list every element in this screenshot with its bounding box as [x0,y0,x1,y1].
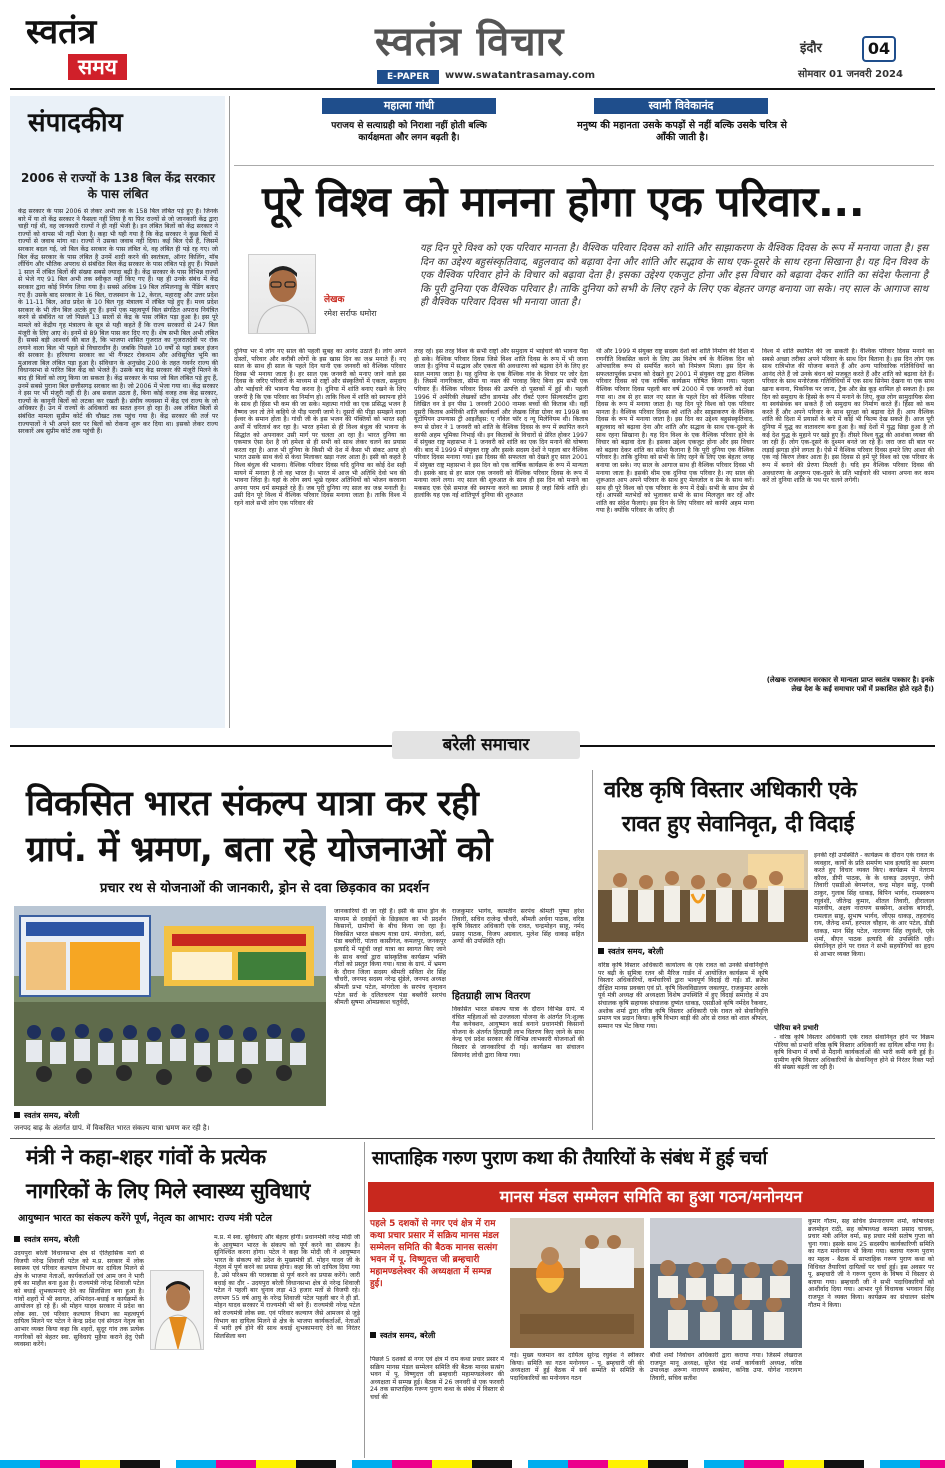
story1-subheading: हितग्राही लाभ वितरण [452,991,531,1002]
story4-col-1: पिछले 5 दशकों से नगर एवं क्षेत्र में राम कथा प्रचार प्रसार में सक्रिय मानस मंडल सम्मेलन समिति की बैठक मानस सत्संग भवन में पू. विष्णुदत्त जी ब्रम्हचारी महामण्डलेश्वर की अध्यक्षता में सम्पन्न हुई। बैठक में 26 जनवरी से एक फरवरी 24 तक साप्ताहिक गरूण पुराण कथा के संबंध में विस्तार से चर्चा की [370,1356,504,1401]
section-label: बरेली समाचार [392,731,580,759]
story4-byline-text: स्वतंत्र समय, बरेली [380,1331,436,1340]
lead-col-2: तरह रहें। इस तरह विश्व के सभी राष्ट्रों और समुदाय में भाईचारे की भावना पैदा हो सके। वैश्विक परिवार दिवस जिसे विश्व शांति दिवस के रूप में भी जाना जाता है। दुनिया में सद्भाव और एकता की अवधारणा को बढ़ावा देने के लिए हर साल मनाया जाता है। यह दुनिया के एक वैश्विक गांव के विचार पर जोर देता है। जिसमें नागरिकता, सीमा या नस्ल की परवाह किए बिना हम सभी एक परिवार हैं। वैश्विक परिवार दिवस की उत्पत्ति दो पुस्तकों में हुई थी। पहली 1996 में अमेरिकी लेखकों स्टीव डायमंड और रॉबर्ट एलन सिल्वरस्टीन द्वारा लिखित वन डे इन पीस 1 जनवरी 2000 नामक बच्चों की किताब थी। वहीं दूसरी किताब अमेरिकी शांति कार्यकर्ता और लेखक लिंडा ग्रोवर का 1998 का यूटोपियन उपन्यास ट्री आइलैंड्स: ए नॉवेल फॉर द न्यू मिलेनियम थी। किताब रूप से ग्रोवर ने 1 जनवरी को शांति के वैश्विक दिवस के रूप में स्थापित करने काफी अहम भूमिका निभाई थी। इन किताबों के विचारों से प्रेरित होकर 1997 में संयुक्त राष्ट्र महासभा ने 1 जनवरी को शांति का एक दिन मनाने की घोषणा की। बाद में 1999 में संयुक्त राष्ट्र और इसके सदस्य देशों ने पहला बार वैश्विक परिवार दिवस मनाया गया। इस दिवस की सफलता को देखते हुए साल 2001 में संयुक्त राष्ट्र महासभा ने इस दिन को एक वार्षिक कार्यक्रम के रूप में मान्यता दी। इसके बाद से हर साल एक जनवरी को वैश्विक परिवार दिवस के रूप में मनाया जाने लगा। नए साल की शुरुआत के साथ ही इस दिन को मनाने का मकसद एक ऐसे समाज की स्थापना करने का प्रयास है जहां सिर्फ शांति हो। हालांकि यह एक नई शांतिपूर्ण दुनिया की शुरुआत [414,348,588,500]
quote-text-vivekananda: मनुष्य की महानता उसके कपड़ों से नहीं बल्कि उसके चरित्र से आँकी जाती है। [577,120,787,143]
story1-col-2b: विकसित भारत संकल्प यात्रा के दौरान विभिन्न ग्रापं. में वंचित महिलाओं को उज्जवला योजना के अंतर्गत नि:शुल्क गैस कनेक्शन, आयुष्मान कार्ड बनाने प्रधानमंत्री किसानों योजना के अंतर्गत हितग्राही लाभ वितरण किए जाने के साथ केन्द्र एवं प्रदेश सरकार की विभिन्न लाभकारी योजनाओं की विस्तार से जानकारियां दी गई। कार्यक्रम का संचालन सियानंद लोधी द्वारा किया गया। [452,1006,584,1059]
saint-meeting-icon [510,1218,644,1348]
masthead-rule [10,88,935,90]
story3-headline-line2: नागरिकों के लिए मिले स्वास्थ्य सुविधाएं [26,1179,310,1203]
byline-square-icon [370,1332,376,1338]
story1-headline-line2: ग्रापं. में भ्रमण, बता रहे योजनाओं को [26,830,493,870]
story4-col-3: बौधी शर्मा निर्वाचन अधिकारी द्वारा कराया गया। जिसमें लेखराज राजपूत मानू अध्यक्ष, सुरेश चंद्र शर्मा कार्यकारी अध्यक्ष, वरिष्ठ उपाध्यक्ष अरूण नारायण सक्सेना, कनिष्ठ उपा. योगेश नारायण तिवारी, सचिव सतीश [650,1352,802,1382]
city-label: इंदौर [800,41,822,56]
lead-col-1: दुनिया भर में लोग नए साल की पहली सुबह का आनंद उठाते हैं। लोग अपने दोस्तों, परिवार और करीबी लोगों के इस खास दिन का जश्न मनाते हैं। नए साल के साथ ही साल के पहले दिन यानी एक जनवरी को वैश्विक परिवार दिवस भी मनाया जाता है। हर साल एक जनवरी को मनाए जाने वाले इस दिवस के जरिए परिवारों के माध्यम से राष्ट्रों और संस्कृतियों में एकता, समुदाय और भाईचारे की भावना पैदा करना है। दुनिया में शांति बनाए रखने के लिए जरूरी है कि एक परिवार का निर्माण हो। ताकि विश्व में शांति को स्थापना होने के साथ ही हिंसा भी कम की जा सके। महात्मा गांधी का एक प्रसिद्ध भजन है वैष्णव जन तो तेने कहिये जे पीड़ परायी जाणे रे। दूसरों की पीड़ा समझने वाला ईश्वर के समान होता है। गांधी जी के इस भजन की पंक्तियों को भारत सही अर्थों में चरितार्थ कर रहा है। भारत हमेशा से ही विश्व बंधुत्व की भावना के सिद्धांत को अपनाकर उसी मार्ग पर चलता आ रहा है। भारत दुनिया का एकमात्र ऐसा देश है जो हमेशा से ही सभी को साथ लेकर चलने का प्रयास करता रहा है। आज भी दुनिया के किसी भी देश में कैसा भी संकट आया हो भारत उसके साथ कंधे से कंधा मिलाकर खड़ा नजर आता है। इसी को कहते है विश्व बंधुत्व की भावना। वैश्विक परिवार दिवस यदि दुनिया का कोई देश सही मायने में मनाता है तो वह भारत है। भारत में आज भी अतिथि देवो भव की भावना जिंदा है। यहां के लोग स्वयं भूखे रहकर अतिथियों को भोजन करवाना अपना परम धर्म समझते रहे हैं। जब पूरी दुनिया नए साल का जश्न मनाती है। उसी दिन पूरे विश्व में वैश्विक परिवार दिवस मनाया जाता है। ताकि विश्व में रहने वाले सभी लोग एक परिवार की [234,348,406,507]
logo [22,12,162,86]
story2-photo [598,850,808,942]
story-divider-vertical [592,770,593,1130]
story3-col-2: म.प्र. में स्वा. सुविधाएं और बेहतर होंगी। प्रधानमंत्री नरेन्द्र मोदी जी के आयुष्मान भारत के संकल्प को पूर्ण करने का संकल्प है। सुनिश्चित करना होगा। पटेल ने कहा कि मोदी जी ने आयुष्मान भारत के संकल्प को प्रदेश के मुख्यमंत्री डॉ. मोहन यादव जी के नेतृत्व में पूर्ण करने का प्रयास होगा। कहा कि जो दायित्व दिया गया है, उसे परिश्रम की पराकाष्ठा से पूर्ण करने का प्रयास करेंगे। जारी बधाई का दौर - उदयपुरा बरेली विधानसभा क्षेत्र से नरेन्द्र शिवाजी पटेल ने पहली बार चुनाव लड़ा 43 हजार मतों से विजयी रहे। लगभग 55 वर्ष आयु के नरेन्द्र शिवाजी पटेल पहली बार ने ही डॉ. मोहन यादव सरकार में राज्यमंत्री भी बने हैं। राज्यमंत्री नरेन्द्र पटेल को राज्यमंत्री लोक स्वा. एवं परिवार कल्याण जैसे आमजन से जुड़े विभाग का दायित्व मिलने से क्षेत्र के भाजपा कार्यकर्ताओं, नेताओं में भारी हर्ष होने की साथ बधाई शुभकामनाएं देने का निरंतर सिलसिला बना [214,1234,360,1340]
story3-col-1-top: उदयपुरा बरेली विधानसभा क्षेत्र से ऐतिहासिक मतों से विजयी नरेन्द्र शिवाजी पटेल को म.प्र. सरकार में लोक स्वास्थ्य एवं परिवार कल्याण विभाग का दायित्व मिलने से क्षेत्र के भाजपा नेताओं, कार्यकर्ताओं एवं आम जन ने भारी हर्ष का माहौल बना हुआ है। राज्यमंत्री नरेन्द्र शिवाजी पटेल को बधाई शुभकामनाएं देने का सिलसिला बना हुआ है। गांवों शहरों में भी स्वागत, अभिनंदन-बधाई व कार्यक्रमों के आयोजन हो रहे हैं। श्री मोहन यादव सरकार में प्रदेश का लोक स्वा. एवं परिवार कल्याण विभाग का महत्वपूर्ण दायित्व मिलने पर पटेल ने केन्द्र प्रदेश एवं संगठन नेतृत्व का आभार व्यक्त किया कहा कि शहरों, सुदूर गांव तक प्रत्येक नागरिकों को बेहतर स्वा. सुविधाएं मुहैया कराने हेतु ऐसी व्यवस्था करेंगे। [14,1250,144,1349]
story2-side-2: - वरिष्ठ कृषि विस्तार अधिकारी एके रावत सेवानिवृत होने पर विक्रम पोरिया को प्रभारी वरिष्ठ कृषि विस्तार अधिकारी का दायित्व सौंपा गया है। कृषि विभाग में वर्षों से मैदानी कार्यकर्ताओं की भारी कमी बनी हुई है। ग्रामीण कृषि विस्तार अधिकारियों के सेवानिवृत्त होने से निरंतर रिक्त पदों की संख्या बढ़ती जा रही है। [774,1034,934,1072]
story1-byline [14,1110,79,1121]
meeting-hall-icon [650,1218,802,1348]
author-name: रमेश सर्राफ धमोरा [324,309,377,318]
quotes-rule [234,165,934,166]
byline-square-icon [14,1112,20,1118]
story2-byline [598,946,663,957]
story1-photo-caption: जनपद बाढ़ के अंतर्गत ग्रापं. में विकसित भारत संकल्प यात्रा भ्रमण कर रही है। [14,1124,210,1132]
story1-photo [14,906,326,1106]
story4-headline: साप्ताहिक गरुण पुराण कथा की तैयारियों के संबंध में हुई चर्चा [372,1148,767,1169]
editorial-divider [229,96,230,728]
quote-author-gandhi: महात्मा गांधी [322,98,496,114]
story3-byline-text: स्वतंत्र समय, बरेली [24,1235,80,1244]
story4-photo-right [650,1218,802,1348]
story2-headline-line2: रावत हुए सेवानिवृत, दी विदाई [622,812,854,837]
masthead [0,0,945,92]
lead-author-note: (लेखक राजस्थान सरकार से मान्यता प्राप्त स्वतंत्र पत्रकार है। इनके लेख देश के कई समाचार पत्रों में प्रकाशित होते रहते हैं।) [766,676,934,693]
story3-divider [364,1142,365,1458]
lead-col-4: विश्व में शांति स्थापित की जा सकती है। वैश्विक परिवार दिवस मनाने का सबसे अच्छा तरीका अपने परिवार के साथ दिन बिताना है। इस दिन लोग एक साथ रात्रिभोज की योजना बनाते हैं और अन्य पारिवारिक गतिविधियों का आनंद लेते हैं जो उनके बंधन को मजबूत करते हैं और शांति को बढ़ावा देते हैं। परिवार के साथ मनोरंजक गतिविधियों में एक साथ सिनेमा देखना या एक साथ खाना बनाना, पिकनिक पर जाना, ट्रैक और ब्रेड कूड़ शामिल हो सकता है। इस दिन को समुदाय के हिस्से के रूप में मनाने के लिए, कुछ लोग सामुदायिक सेवा या स्वयंसेवक बन सकते हैं जो समुदाय का निर्माण करते हैं। हिंसा को कम करते हैं और अपने परिवार के साथ सुरक्षा को बढ़ावा देते हैं। आप वैश्विक शांति की दिशा में प्रयासों के बारे में कोई भी फिल्म देख सकते हैं। आज पूरी दुनिया में युद्ध का वातावरण बना हुआ है। कई देशों में युद्ध छिड़ा हुआ है तो कई देश युद्ध के मुहाने पर खड़े हुए हैं। तीसरे विश्व युद्ध की आशंका व्यक्त की जा रही है। लोग एक-दूसरे के दुश्मन बनते जा रहे हैं। जरा जरा सी बात पर लड़ाई झगड़ा होने लगता है। ऐसे में वैश्विक परिवार दिवस हमारे लिए आशा की एक नई किरण लेकर आता है। इस दिवस से हमें पूरे विश्व को एक परिवार के रूप में बनाने की प्रेरणा मिलती है। यदि हम वैश्विक परिवार दिवस की अवधारणा के अनुरूप एक-दूसरे के प्रति भाईचारे की भावना अपना कर काम करें तो दुनिया शांति के पथ पर चलने लगेगी। [762,348,934,485]
byline-square-icon [598,948,604,954]
editorial-heading: संपादकीय [28,108,123,138]
story1-subhead: प्रचार रथ से योजनाओं की जानकारी, ड्रोन से दवा छिड़काव का प्रदर्शन [100,881,430,896]
website-link[interactable]: www.swatantrasamay.com [445,70,596,81]
story2-side: इनकी रही उपस्थिति - कार्यक्रम के दौरान एके रावत के व्यवहार, कार्यों के प्रति समर्पण भाव इत्यादि का स्मरण करते हुए विचार व्यक्त किए। कार्यक्रम में नेतराम कौरव, डीपी पाठक, के के धाकड़ उदयपुरा, जेपी तिवारी एसडीओ बेगमगंज, चन्द्र मोहन साहू, एनबी ठाकुर, गुलाब सिंह धाकड़, बिपिन भार्गव, रामस्वरूप रघुवंशी, जीतेन्द्र कुमार, शीतल तिवारी, हीरालाल मालवीय, अक्षय नारायण सक्सेना, अशोक बांगादी, रामलाल साहू, सुभाष भार्गव, जीएस धाकड़, तहराचंद राय, जैतेन्द्र शर्मा, हरपाल चौहान, के आर पटेल, डीडी धाकड़, मान सिंह पटेल, नारायण सिंह रघुवंशी, एके शर्मा, बीएन पाठक इत्यादि की उपस्थिति रही। सेवानिवृत होने पर रावत ने सभी सहयोगियों का हृदय से आभार व्यक्त किया। [814,852,934,958]
author-label: लेखक [324,295,345,305]
lead-headline: पूरे विश्व को मानना होगा एक परिवार... [262,177,865,226]
issue-date: सोमवार 01 जनवरी 2024 [798,69,903,80]
story2-byline-text: स्वतंत्र समय, बरेली [608,947,664,956]
story4-intro: पहले 5 दशकों से नगर एवं क्षेत्र में राम कथा प्रचार प्रसार में सक्रिय मानस मंडल सम्मेलन समिति की बैठक मानस सत्संग भवन में पू. विष्णुदत्त जी ब्रम्हचारी महामण्डलेश्वर की अध्यक्षता में सम्पन्न हुई। [370,1219,499,1289]
story3-byline [14,1234,79,1245]
story2-body: वरिष्ठ कृषि विस्तार अधिकारी कार्यालय के एके रावत को उनकी सेवानिवृत्ति पर बढ़ी के सुमित्रा रतन श्री मैरिज गार्डन में आयोजित कार्यक्रम में कृषि विस्तार अधिकारियों, कर्मचारियों द्वारा भावपूर्ण विदाई दी गई। डॉ. ब्रजेश दीक्षित मानस प्रवक्ता एवं प्रो. कृषि विश्वविद्यालय जबलपुर, राजकुमार आरके पूर्व मंत्री अध्यक्ष की अध्यक्षता विशेष उपस्थिति में हुए विदाई समारोह में उप संचालक कृषि सहायक संचालक दुष्यंत धाकड़, एसडीओ कृषि नर्मदेव रैकवार, अशोक शर्मा द्वारा वरिष्ठ कृषि विस्तार अधिकारी एके रावत को सेवानिवृत्ति प्रमाण पत्र प्रदान किया। कृषि विभाग बाड़ी की ओर से रावत को शाल श्रीफल, सम्मान पत्र भेंट किया गया। [598,962,768,1030]
minister-photo [150,1270,204,1350]
editorial-title: 2006 से राज्यों के 138 बिल केंद्र सरकार के पास लंबित [21,171,215,201]
story2-headline-line1: वरिष्ठ कृषि विस्तार अधिकारी एके [604,778,857,803]
print-registration-strip [0,1460,945,1468]
story3-headline-line1: मंत्री ने कहा-शहर गांवों के प्रत्येक [26,1145,266,1169]
story1-col-1: जानकारियां दी जा रही हैं। इसी के साथ ड्रोन के माध्यम से दवाईयों के छिड़काव का भी प्रदर्शन किसानों, ग्रामीणों के बीच किया जा रहा है। विकसित भारत संकल्प यात्रा ग्रापं. मंगरोला, सर्रा, पंडा बब्लौरी, पांतरा कासीगंज, कमलपुर, जनकपुर इत्यादि में पहुंची जहां यात्रा का स्वागत किए जाने के साथ बच्चों द्वारा सांस्कृतिक कार्यक्रम भक्ति गीतों को प्रस्तुत किया गया। यात्रा के ग्रापं. में भ्रमण के दौरान जिला सदस्य श्रीमती सविता शेर सिंह चौधरी, जनपद सदस्य नरेन्द्र सुंडेले, जनपद अध्यक्ष श्रीमती प्रभा पटेल, मांगरोला के सरपंच वृन्दावन पटेल सर्रा के दलितचरण पंडा बब्लौरी सरपंच श्रीमती सुषमा ओमप्रकाश चतुर्वेदी, [334,908,446,1007]
story1-col-2: राजकुमार भार्गव, कामतीन सरपंच श्रीमती पुष्पा हरेश तिवारी, सचिव राजेन्द्र चौधरी, श्रीमती अर्चना पाठक, वरिष्ठ कृषि विस्तार अधिकारी एके रावत, चन्द्रमोहन साहू, नर्मद प्रसाद पाठक, विजय अग्रवाल, मुलेश सिंह धाकड़ सहित अन्यों की उपस्थिति रही। [452,908,584,946]
minister-portrait-icon [151,1271,204,1350]
story1-byline-text: स्वतंत्र समय, बरेली [24,1111,80,1120]
story4-col-4: कुमार गौतम, सह सचिव प्रेमनारायण शर्मा, कोषाध्यक्ष ब्रजमोहन राठी, सह कोषाध्यक्ष कामता प्रसाद चाचक, प्रचार मंत्री अनिल वर्मा, सह प्रचार मंत्री सतोष गुप्ता को चुना गया। इसके साथ 25 सदस्यीय कार्यकारिणी समिति का गठन मनोनयन भी किया गया। बताया गरूण पुराण का महत्व - बैठक में साप्ताहिक गरूण पुराण कथा को विधिवत तैयारियां दायित्वों पर चर्चा हुई। इस अवसर पर पू. ब्रम्हचारी जी ने गरूण पुराण के विषय में विस्तार से बताया गया। ब्रम्हचारी जी ने सभी पदाधिकारियों को आशीर्वाद दिया गया। आभार पूर्व विधायक भगवान सिंह राजपूत ने व्यक्त किया। कार्यक्रम का संचालन संतोष गौतम ने किया। [808,1218,934,1309]
lead-col-3: थी और 1999 में संयुक्त राष्ट्र सदस्य देशों को शांति निर्माण की दिशा में रणनीति विकसित करने के लिए उस विशेष वर्ष के वैश्विक दिन को ओपचारिक रूप से समर्पित करने को निमंत्रण मिला। इस दिन के सफलतापूर्वक प्रभाव को देखते हुए 2001 में संयुक्त राष्ट्र द्वारा वैश्विक परिवार दिवस को एक वार्षिक कार्यक्रम घोषित किया गया। पहला वैश्विक परिवार दिवस पहली बार वर्ष 2000 में एक जनवरी को देखा गया था। तब से हर साल नए साल के पहले दिन को वैश्विक परिवार दिवस के रूप में मनाया जाता है। यह दिन पूरे विश्व को एक परिवार मानता है। वैश्विक परिवार दिवस को शांति और साझाकरण के वैश्विक दिवस के रूप में मनाया जाता है। इस दिन का उद्देश्य बहुसंस्कृतिवाद, बहुलवाद को बढ़ावा देना और शांति और सद्भाव के साथ एक-दूसरे के साथ रहना सिखाना है। यह दिन विश्व के एक वैश्विक परिवार होने के विचार को बढ़ावा देता है। इसका उद्देश्य एकजुट होना और इस विचार को बढ़ावा देकर शांति का संदेश फैलाना है कि पूरी दुनिया एक वैश्विक परिवार है। ताकि दुनिया को सभी के लिए रहने के लिए एक बेहतर जगह बनाया जा सके। नए साल के आगाज साथ ही वैश्विक परिवार दिवस भी मनाया जाता है। इसकी थीम एक दुनिया एक परिवार है। नए साल की शुरूआत आप अपने परिवार के साथ हुए मेलजोल व प्रेम के साथ करें। साथ ही पूरे विश्व को एक परिवार के रूप में देखें। सभी के साथ प्रेम से रहें। आपसी मतभेदों को भुलाकर सभी के साथ मिलजुल कर रहें और शांति का संदेश फैलाएं। इस दिन के लिए परिवार को काफी अहम माना गया है। क्योंकि परिवार के जरिए ही [596,348,754,515]
story2-side-heading: पोरिया बने प्रभारी [774,1024,819,1032]
lead-intro: यह दिन पूरे विश्व को एक परिवार मानता है। वैश्विक परिवार दिवस को शांति और साझाकरण के वैश्विक दिवस के रूप में मनाया जाता है। इस दिन का उद्देश्य बहुसंस्कृतिवाद, बहुलवाद को बढ़ावा देना और शांति और सद्भाव के साथ एक-दूसरे के साथ रहना सिखाना है। यह दिन विश्व के एक वैश्विक परिवार होने के विचार को बढ़ावा देता है। इसका उद्देश्य एकजुट होना और इस विचार को बढ़ावा देकर शांति का संदेश फैलाना है कि पूरी दुनिया एक वैश्विक परिवार है। ताकि दुनिया को सभी के लिए रहने के लिए एक बेहतर जगह बनाया जा सके। नए साल के आगाज साथ ही वैश्विक परिवार दिवस भी मनाया जाता है। [420,243,928,308]
quote-author-vivekananda: स्वामी विवेकानंद [594,98,768,114]
author-portrait-icon [249,255,316,334]
editorial-body: केंद्र सरकार के पास 2006 से लेकर अभी तक के 158 बिल लंबित पड़े हुए हैं। जिनके बारे में या तो केंद्र सरकार ने फैसला नहीं लिया है या फिर राज्यों से जो जानकारी केंद्र द्वारा चाही गई थी, वह जानकारी राज्यों ने ही नहीं भेजी है। इन लंबित बिलों को केंद्र सरकार ने राज्यों को वापस भी नहीं भेजा है। कहा भी यही गया है कि केंद्र सरकार ने कुछ बिलों में राज्यों से जवाब मांगा था। राज्यों ने उसका जवाब नहीं दिया। कई बिल ऐसे हैं, जिसमें सरकार बदल गई, जो बिल केंद्र सरकार के पास लंबित थे, वह लंबित ही पड़े रह गए। जो बिल केंद्र सरकार के पास लंबित है उनमें शादी करने की स्वतंत्रता, ऑनर किलिंग, मॉब लींचिंग और भौतिक अपराध से संबंधित बिल केंद्र सरकार के पास लंबित पड़े हुए हैं। पिछले 1 साल में लंबित बिलों की संख्या सबसे ज्यादा बढ़ी है। केंद्र सरकार के पास विभिन्न राज्यों से भेजे गए 91 बिल अभी तक स्वीकृत नहीं किए गए हैं। यह ही उनके संबंध में केंद्र सरकार द्वारा कोई निर्णय लिया गया है। सबसे अधिक 19 बिल तमिलनाडु के पेंडिंग बताए गए हैं। उसके बाद सरकार के 16 बिल, राजस्थान के 12, केरल, महाराष्ट्र और उत्तर प्रदेश के 11-11 बिल, आंध्र प्रदेश के 10 बिल गृह मंत्रालय में लंबित पड़े हुए हैं। मध्य प्रदेश सरकार के भी तीन बिल अटके हुए हैं। इनमें एक महत्वपूर्ण बिल संगठित अपराध नियंत्रित करने से संबंधित था जो पिछले 13 सालों से केंद्र के पास लंबित पड़ा हुआ है। इस पूरे मामले को केंद्रीय गृह मंत्रालय के सूत्र से यही कहते हैं कि राज्य सरकारों से 247 बिल मंजूरी के लिए आए थे। इनमें से 89 बिल पास कर दिए गए हैं। शेष सभी बिल अभी लंबित हैं। सबसे बड़ी आश्चर्य की बात है, कि भाजपा शासित गुजरात का गुजरातदेवी पर रोक लगाने वाला बिल भी पहले से विचाराधीन है। जबकि पिछले 10 वर्षों से यहां डबल इंजन की सरकार है। हरियाणा सरकार का भी गैंगस्टर रोकथाम और अधिसूचित भूमि का मुआवजा बिल लंबित पड़ा हुआ है। संविधान के अनुच्छेद 200 के तहत गवर्नर राज्य की विधानसभा से पारित बिल केंद्र को भेजते हैं। उसके बाद केंद्र सरकार की मंजूरी मिलने के बाद ही बिलों को लागू किया जा सकता है। केंद्र सरकार के पास जो बिल लंबित पड़े हुए हैं, उनमें सबसे पुराना बिल छत्तीसगढ़ सरकार का है। जो 2006 में भेजा गया था। केंद्र सरकार ने इस पर भी मंजूरी नहीं दी है। अब सवाल उठता है, बिना कोई वजह तक केंद्र सरकार, राज्यों के कानूनी बिलों को लटका कर रखती है। संघीय व्यवस्था में केंद्र एवं राज्य के जो अधिकार हैं। उन में राज्यों के अधिकारों का सतत हनन हो रहा है। अब लंबित बिलों से संबंधित मामला सुप्रीम कोर्ट की चौखट तक पहुंच गया है। केंद्र सरकार की तर्ज पर राज्यपालों ने भी अपने स्तर पर बिलों को रोकना शुरू कर दिया था। इसको लेकर राज्य सरकारें अब सुप्रीम कोर्ट तक पहुंची हैं। [18,208,218,436]
logo-bottom: समय [68,54,127,80]
story4-col-2: गई। मुख्य यजमान का दायित्व सुरेन्द्र रघुवंश ने स्वीकार किया। समिति का गठन मनोनयन - पू. ब्रम्हचारी जी की अध्यक्षता में हुई बैठक में सर्व सम्मति से समिति के पदाधिकारियों का मनोनयन गठन [510,1352,644,1382]
author-photo [248,254,316,334]
farewell-ceremony-icon [598,850,808,942]
story1-headline-line1: विकसित भारत संकल्प यात्रा कर रही [26,784,479,824]
lower-rule [10,1138,935,1139]
quote-text-gandhi: पराजय से सत्याग्रही को निराशा नहीं होती बल्कि कार्यक्षमता और लगन बढ़ती है। [331,121,487,143]
epaper-label: E-PAPER [377,70,439,84]
story4-banner: मानस मंडल सम्मेलन समिति का हुआ गठन/मनोनयन [368,1182,934,1212]
editorial-column [10,96,225,728]
story4-byline [370,1330,435,1341]
byline-square-icon [14,1236,20,1242]
page-number: 04 [862,36,896,62]
story3-subhead: आयुष्मान भारत का संकल्प करेंगे पूर्ण, नेतृत्व का आभार: राज्य मंत्री पटेल [18,1213,272,1224]
rally-scene-icon [14,906,326,1106]
page-title: स्वतंत्र विचार [375,19,565,65]
story4-photo-left [510,1218,644,1348]
logo-top: स्वतंत्र [26,12,97,52]
